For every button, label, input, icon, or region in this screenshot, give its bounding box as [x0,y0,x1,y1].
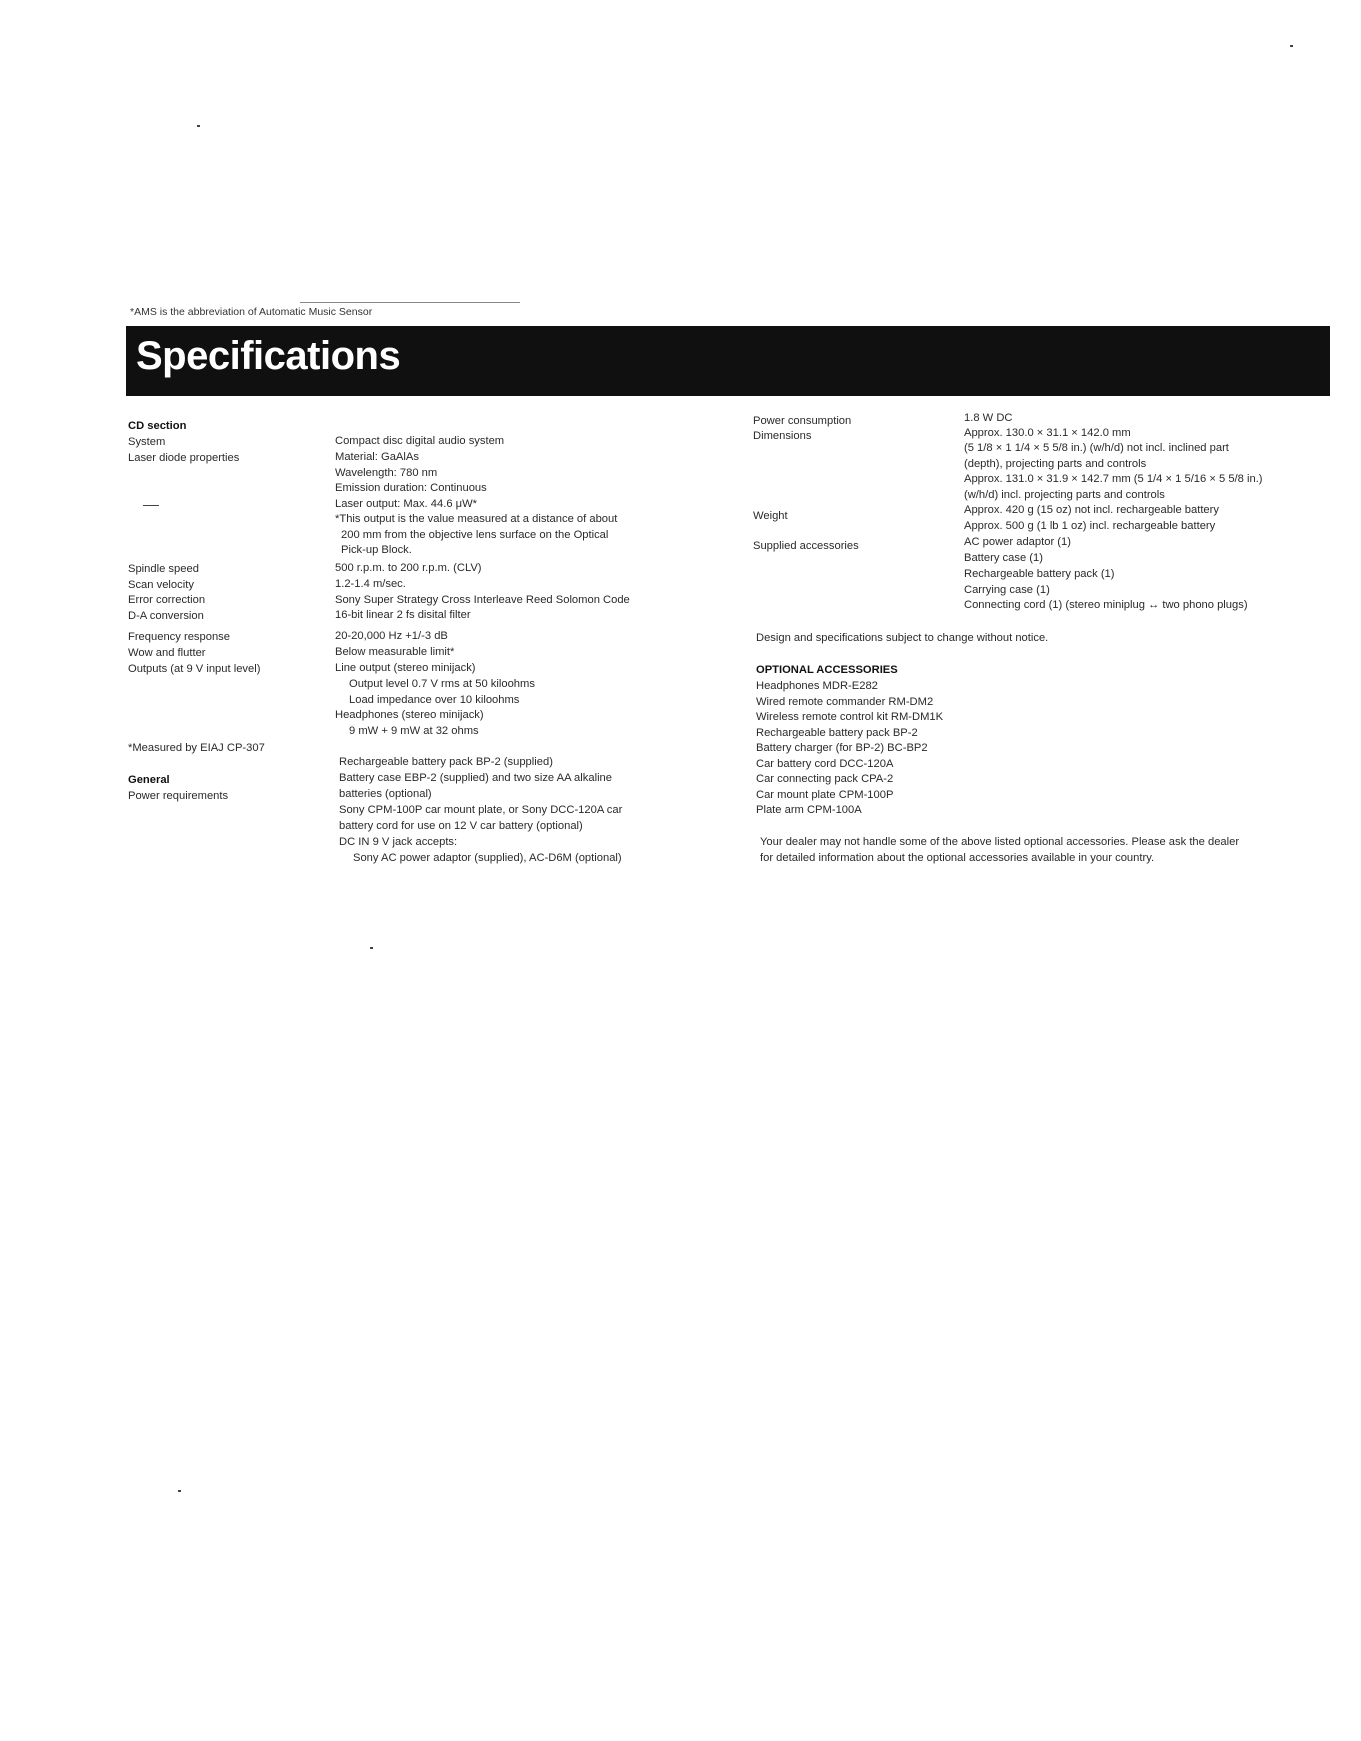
footnote-rule [300,302,520,303]
value-dim-1: Approx. 130.0 × 31.1 × 142.0 mm [964,427,1131,439]
value-power-3: batteries (optional) [339,788,432,800]
label-laser: Laser diode properties [128,452,240,464]
optional-item: Headphones MDR-E282 [756,680,878,692]
label-scan: Scan velocity [128,579,194,591]
value-weight-1: Approx. 420 g (15 oz) not incl. rechargeable battery [964,504,1219,516]
label-spindle: Spindle speed [128,563,199,575]
value-weight-2: Approx. 500 g (1 lb 1 oz) incl. rechargeable battery [964,520,1216,532]
value-dim-5: (w/h/d) incl. projecting parts and controls [964,489,1165,501]
value-dim-3: (depth), projecting parts and controls [964,458,1147,470]
dealer-note-1: Your dealer may not handle some of the above listed optional accessories. Please ask the dealer [760,836,1240,848]
design-note: Design and specifications subject to change without notice. [756,632,1049,644]
value-laser-wavelength: Wavelength: 780 nm [335,467,438,479]
value-system: Compact disc digital audio system [335,435,505,447]
value-line-output: Line output (stereo minijack) [335,662,476,674]
label-dimensions: Dimensions [753,430,812,442]
value-headphones: Headphones (stereo minijack) [335,709,484,721]
optional-heading: OPTIONAL ACCESSORIES [756,664,898,676]
value-acc-5: Connecting cord (1) (stereo miniplug ↔ two phono plugs) [964,599,1248,611]
value-power-1: Rechargeable battery pack BP-2 (supplied) [339,756,553,768]
label-error: Error correction [128,594,206,606]
title-banner [126,326,1330,396]
value-headphones-power: 9 mW + 9 mW at 32 ohms [349,725,479,737]
optional-item: Car battery cord DCC-120A [756,758,894,770]
cd-section-heading: CD section [128,420,187,432]
value-load-impedance: Load impedance over 10 kiloohms [349,694,520,706]
label-outputs: Outputs (at 9 V input level) [128,663,261,675]
label-system: System [128,436,166,448]
value-dim-2: (5 1/8 × 1 1/4 × 5 5/8 in.) (w/h/d) not incl. inclined part [964,442,1229,454]
label-weight: Weight [753,510,788,522]
value-da: 16-bit linear 2 fs disital filter [335,609,471,621]
optional-item: Wireless remote control kit RM-DM1K [756,711,944,723]
value-laser-material: Material: GaAlAs [335,451,419,463]
value-error: Sony Super Strategy Cross Interleave Reed Solomon Code [335,594,630,606]
general-heading: General [128,774,170,786]
scan-speck [1290,45,1293,47]
optional-item: Battery charger (for BP-2) BC-BP2 [756,742,928,754]
scan-speck [178,1490,181,1492]
scan-speck [370,947,373,949]
value-acc-1: AC power adaptor (1) [964,536,1071,548]
value-laser-note-3: Pick-up Block. [341,544,412,556]
value-power-7: Sony AC power adaptor (supplied), AC-D6M (optional) [353,852,622,864]
label-accessories: Supplied accessories [753,540,859,552]
value-power-4: Sony CPM-100P car mount plate, or Sony DCC-120A car [339,804,623,816]
value-power-5: battery cord for use on 12 V car battery (optional) [339,820,583,832]
optional-item: Plate arm CPM-100A [756,804,862,816]
value-wow: Below measurable limit* [335,646,455,658]
optional-item: Wired remote commander RM-DM2 [756,696,934,708]
label-power-req: Power requirements [128,790,229,802]
label-consumption: Power consumption [753,415,852,427]
value-laser-note-1: *This output is the value measured at a distance of about [335,513,618,525]
value-power-2: Battery case EBP-2 (supplied) and two size AA alkaline [339,772,612,784]
optional-item: Car connecting pack CPA-2 [756,773,894,785]
optional-item: Rechargeable battery pack BP-2 [756,727,918,739]
page-title: Specifications [136,334,401,378]
value-laser-emission: Emission duration: Continuous [335,482,487,494]
value-dim-4: Approx. 131.0 × 31.9 × 142.7 mm (5 1/4 × 1 5/16 × 5 5/8 in.) [964,473,1263,485]
label-freq: Frequency response [128,631,230,643]
value-acc-2: Battery case (1) [964,552,1043,564]
value-acc-3: Rechargeable battery pack (1) [964,568,1115,580]
label-measured: *Measured by EIAJ CP-307 [128,742,265,754]
value-output-level: Output level 0.7 V rms at 50 kiloohms [349,678,535,690]
ams-footnote: *AMS is the abbreviation of Automatic Music Sensor [130,306,373,318]
value-power-6: DC IN 9 V jack accepts: [339,836,458,848]
value-freq: 20-20,000 Hz +1/-3 dB [335,630,448,642]
label-wow: Wow and flutter [128,647,206,659]
label-da: D-A conversion [128,610,204,622]
value-laser-note-2: 200 mm from the objective lens surface on the Optical [341,529,609,541]
scan-speck [143,505,159,506]
optional-item: Car mount plate CPM-100P [756,789,894,801]
value-scan: 1.2-1.4 m/sec. [335,578,406,590]
value-acc-4: Carrying case (1) [964,584,1050,596]
dealer-note-2: for detailed information about the optional accessories available in your country. [760,852,1155,864]
value-spindle: 500 r.p.m. to 200 r.p.m. (CLV) [335,562,482,574]
scan-speck [197,125,200,127]
value-laser-output: Laser output: Max. 44.6 μW* [335,498,478,510]
value-consumption: 1.8 W DC [964,412,1013,424]
